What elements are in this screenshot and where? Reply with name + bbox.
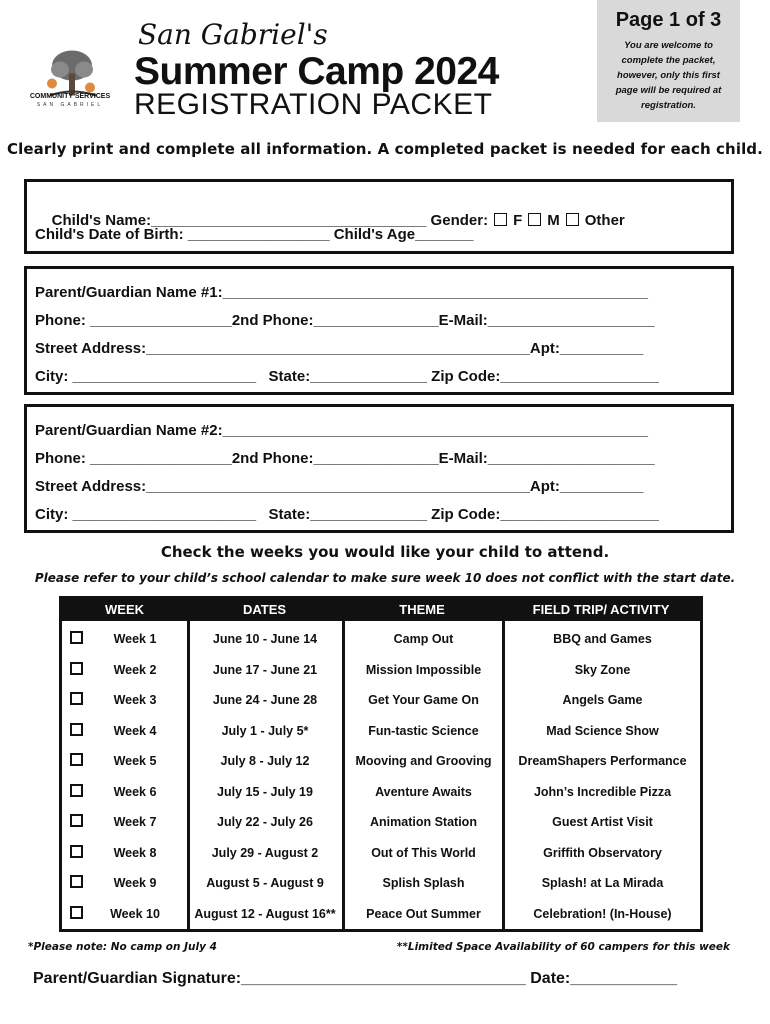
table-row [62,898,700,928]
dates-cell: June 10 - June 14 [212,632,318,646]
theme-cell: Mission Impossible [365,662,482,677]
table-row [62,806,700,836]
guardian2-name-line[interactable]: Parent/Guardian Name #2:___________________________________________________ [35,422,649,439]
table-row [62,776,700,806]
activity-cell: DreamShapers Performance [518,754,687,768]
guardian2-city-line[interactable]: City: ______________________ State:______________ Zip Code:___________________ [35,506,659,523]
week-checkbox[interactable] [70,692,83,705]
week-cell: Week 9 [113,876,157,890]
week-cell: Week 6 [113,784,157,799]
dates-cell: August 5 - August 9 [206,876,324,890]
guardian1-name-line[interactable]: Parent/Guardian Name #1:___________________________________________________ [35,284,649,301]
table-row [62,654,700,684]
table-row [62,745,700,775]
week-checkbox[interactable] [70,814,83,827]
table-row [62,684,700,714]
week-checkbox[interactable] [70,631,83,644]
activity-cell: John’s Incredible Pizza [533,784,672,799]
page-note: You are welcome to complete the packet, however, only this first page will be required at registration. [615,40,722,111]
table-row [62,837,700,867]
script-title: San Gabriel's [138,18,328,51]
week-checkbox[interactable] [70,845,83,858]
week-checkbox[interactable] [70,784,83,797]
guardian1-box [24,266,734,395]
page-info-box [597,0,740,122]
guardian2-box [24,404,734,533]
logo-text: COMMUNITY SERVICES [29,93,111,100]
week-checkbox[interactable] [70,753,83,766]
header-theme: THEME [342,599,502,621]
activity-cell: Splash! at La Mirada [541,876,664,890]
gender-m-label: M [547,212,560,229]
theme-cell: Fun-tastic Science [368,723,479,738]
weeks-heading: Check the weeks you would like your child to attend. [160,543,610,561]
dates-cell: June 24 - June 28 [212,693,318,707]
header-week: WEEK [62,599,187,621]
page-title: Summer Camp 2024 [134,50,499,93]
week-cell: Week 2 [113,662,157,677]
logo-subtext: SAN GABRIEL [36,102,104,108]
child-name-label: Child's Name:_________________________________ Gender: [51,212,489,229]
gender-m-checkbox[interactable] [528,213,541,226]
child-info-box [24,179,734,254]
activity-cell: Mad Science Show [546,723,659,738]
signature-line[interactable]: Parent/Guardian Signature:________________________________ Date:____________ [33,970,678,987]
gender-other-label: Other [584,212,625,229]
week-cell: Week 10 [110,906,160,921]
table-row [62,623,700,653]
dates-cell: August 12 - August 16** [194,906,336,921]
activity-cell: Griffith Observatory [543,845,662,860]
gender-f-label: F [513,212,523,229]
dates-cell: July 8 - July 12 [220,754,310,768]
page-subtitle: REGISTRATION PACKET [134,88,493,121]
week-checkbox[interactable] [70,875,83,888]
table-row [62,715,700,745]
gender-other-checkbox[interactable] [566,213,579,226]
dates-cell: July 22 - July 26 [217,815,313,829]
week-cell: Week 8 [113,845,157,860]
theme-cell: Aventure Awaits [375,784,472,799]
child-dob-line[interactable]: Child's Date of Birth: _________________ Child's Age_______ [35,226,474,243]
week-checkbox[interactable] [70,906,83,919]
instructions: Clearly print and complete all information. A completed packet is needed for each child. [7,140,763,158]
guardian2-phone-line[interactable]: Phone: _________________2nd Phone:_______________E-Mail:____________________ [35,450,655,467]
week-checkbox[interactable] [70,723,83,736]
activity-cell: BBQ and Games [553,632,652,646]
header-dates: DATES [187,599,342,621]
week-cell: Week 4 [113,723,157,738]
dates-cell: July 1 - July 5* [221,723,309,738]
schedule-table [59,596,703,932]
theme-cell: Mooving and Grooving [355,754,492,768]
dates-cell: July 15 - July 19 [217,784,313,799]
theme-cell: Get Your Game On [368,693,479,707]
week-cell: Week 3 [113,693,157,707]
weeks-subheading: Please refer to your child’s school calendar to make sure week 10 does not conflict with the start date. [34,571,736,585]
week-cell: Week 1 [113,632,157,646]
activity-cell: Guest Artist Visit [552,815,653,829]
activity-cell: Angels Game [562,693,643,707]
gender-f-checkbox[interactable] [494,213,507,226]
week-cell: Week 7 [113,815,157,829]
guardian1-address-line[interactable]: Street Address:______________________________________________Apt:__________ [35,340,644,357]
page-number: Page 1 of 3 [615,9,722,31]
theme-cell: Camp Out [393,632,454,646]
guardian1-phone-line[interactable]: Phone: _________________2nd Phone:_______________E-Mail:____________________ [35,312,655,329]
activity-cell: Celebration! (In-House) [533,906,672,921]
footnote-right: **Limited Space Availability of 60 campers for this week [396,941,730,953]
dates-cell: June 17 - June 21 [212,662,318,677]
guardian2-address-line[interactable]: Street Address:______________________________________________Apt:__________ [35,478,644,495]
dates-cell: July 29 - August 2 [211,845,319,860]
theme-cell: Animation Station [370,815,477,829]
guardian1-city-line[interactable]: City: ______________________ State:______________ Zip Code:___________________ [35,368,659,385]
week-checkbox[interactable] [70,662,83,675]
activity-cell: Sky Zone [574,662,631,677]
theme-cell: Peace Out Summer [366,906,481,921]
table-row [62,867,700,897]
theme-cell: Splish Splash [382,876,465,890]
footnote-left: *Please note: No camp on July 4 [28,941,217,953]
theme-cell: Out of This World [371,845,476,860]
header-activity: FIELD TRIP/ ACTIVITY [502,599,700,621]
week-cell: Week 5 [113,754,157,768]
